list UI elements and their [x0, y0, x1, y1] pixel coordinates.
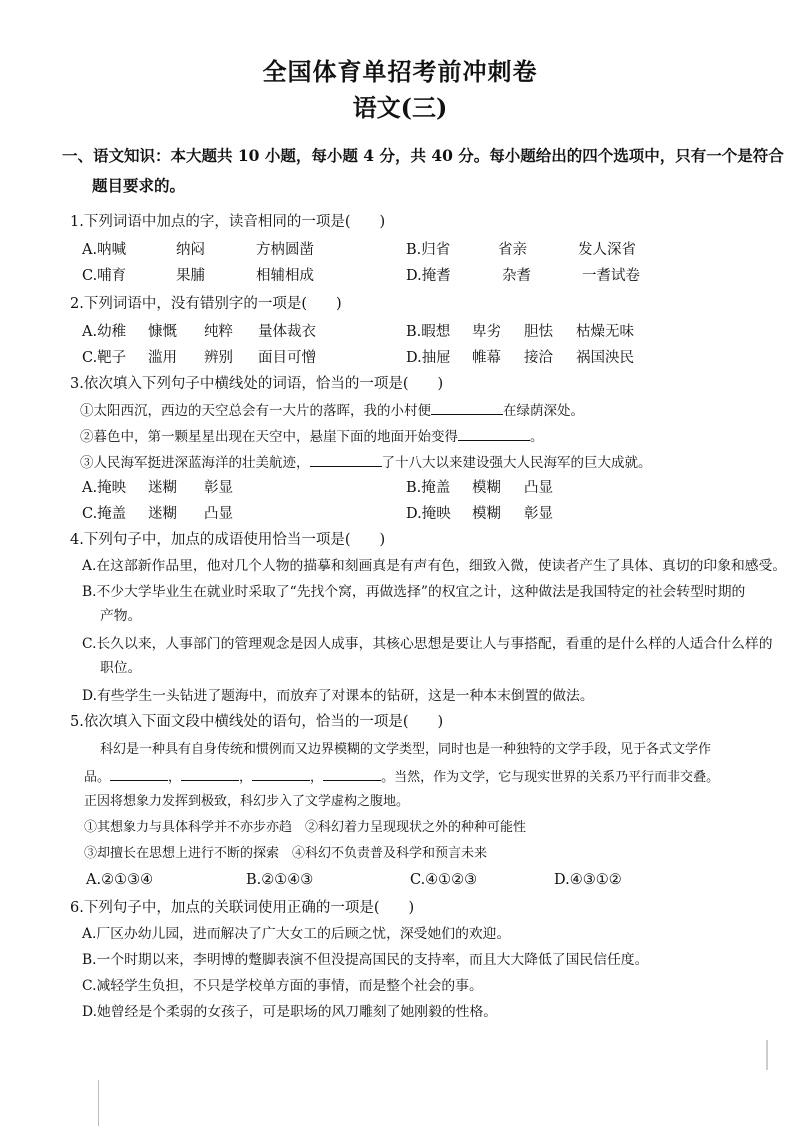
q4-option-a: A.在这部新作品里，他对几个人物的描摹和刻画真是有声有色，细致入微，使读者产生了具体、真切的印象和感受。 [82, 558, 787, 574]
q3-blank-3 [310, 452, 382, 467]
q6-option-d: D.她曾经是个柔弱的女孩子，可是职场的风刀雕刻了她刚毅的性格。 [82, 1004, 498, 1020]
q4-option-b: B.不少大学毕业生在就业时采取了“先找个窝，再做选择”的权宜之计，这种做法是我国特定的社会转型时期的 [82, 584, 746, 600]
q3-option-a-1: A.掩映 [82, 480, 127, 496]
q3-sentence-2 [80, 426, 544, 447]
q3-s1-part-b: 在绿荫深处。 [503, 403, 584, 419]
q5-passage-2a: 品。 [84, 770, 111, 785]
q3-option-c-2: 迷糊 [148, 506, 177, 522]
q3-s2-part-a: ②暮色中，第一颗星星出现在天空中，悬崖下面的地面开始变得 [80, 429, 458, 445]
q3-stem: 3.依次填入下列句子中横线处的词语，恰当的一项是( ) [70, 376, 444, 392]
q3-option-b-2: 模糊 [472, 480, 501, 496]
q3-s2-part-b: 。 [530, 429, 544, 445]
q2-option-b-4: 枯燥无味 [576, 324, 634, 340]
q2-option-a-2: 慷慨 [148, 324, 177, 340]
q3-option-c-1: C.掩盖 [82, 506, 127, 522]
q2-option-c-3: 辨别 [204, 350, 233, 366]
q1-option-b-1: B.归省 [406, 242, 451, 258]
q2-stem: 2.下列词语中，没有错别字的一项是( ) [70, 296, 342, 312]
q2-option-c-1: C.靶子 [82, 350, 127, 366]
q3-s3-part-a: ③人民海军挺进深蓝海洋的壮美航迹， [80, 455, 310, 471]
q2-option-d-2: 帷幕 [472, 350, 501, 366]
q5-options-2: ③却擅长在思想上进行不断的探索 ④科幻不负责普及科学和预言未来 [84, 846, 488, 861]
q1-option-d-1: D.掩耆 [406, 268, 451, 284]
q2-option-d-4: 祸国泱民 [576, 350, 634, 366]
q5-answer-d: D.④③①② [554, 872, 622, 888]
q5-passage-3: 正因将想象力发挥到极致，科幻步入了文学虚构之腹地。 [84, 794, 410, 809]
q5-answer-c: C.④①②③ [410, 872, 478, 888]
q4-stem: 4.下列句子中，加点的成语使用恰当一项是( ) [70, 532, 386, 548]
q1-option-c-2: 果脯 [176, 268, 205, 284]
q2-option-b-1: B.暇想 [406, 324, 451, 340]
q1-option-d-2: 杂耆 [502, 268, 531, 284]
page-subtitle: 语文(三) [352, 93, 448, 122]
q1-option-b-3: 发人深省 [578, 242, 636, 258]
q6-option-c: C.减轻学生负担，不只是学校单方面的事情，而是整个社会的事。 [82, 978, 483, 994]
q3-s1-part-a: ①太阳西沉，西边的天空总会有一大片的落晖，我的小村便 [80, 403, 431, 419]
q2-option-d-3: 接洽 [524, 350, 553, 366]
q1-option-c-3: 相辅相成 [256, 268, 314, 284]
q2-option-b-2: 卑劣 [472, 324, 501, 340]
page-title: 全国体育单招考前冲刺卷 [262, 57, 538, 86]
q2-option-c-4: 面目可憎 [258, 350, 316, 366]
q6-option-a: A.厂区办幼儿园，进而解决了广大女工的后顾之忧，深受她们的欢迎。 [82, 926, 511, 942]
q1-option-c-1: C.哺育 [82, 268, 127, 284]
q2-option-b-3: 胆怯 [524, 324, 553, 340]
section-heading: 一、语文知识：本大题共 10 小题，每小题 4 分，共 40 分。每小题给出的四个选项中，只有一个是符合 [62, 146, 784, 165]
q5-passage-1: 科幻是一种具有自身传统和惯例而又边界模糊的文学类型，同时也是一种独特的文学手段，见于各式文学作 [100, 742, 712, 757]
q5-stem: 5.依次填入下面文段中横线处的语句，恰当的一项是( ) [70, 714, 444, 730]
q5-passage-2b: 。当然，作为文学，它与现实世界的关系乃平行而非交叠。 [381, 770, 720, 785]
q5-blank-4 [323, 766, 381, 781]
q1-stem: 1.下列词语中加点的字，读音相同的一项是( ) [70, 214, 386, 230]
q6-stem: 6.下列句子中，加点的关联词使用正确的一项是( ) [70, 900, 415, 916]
q1-option-b-2: 省亲 [498, 242, 527, 258]
q3-option-a-2: 迷糊 [148, 480, 177, 496]
q1-option-a-2: 纳闷 [176, 242, 205, 258]
q3-blank-1 [431, 400, 503, 415]
q3-sentence-3 [80, 452, 652, 473]
q4-option-b-cont: 产物。 [100, 608, 142, 624]
q3-option-b-1: B.掩盖 [406, 480, 451, 496]
q2-option-d-1: D.抽屉 [406, 350, 451, 366]
q1-option-a-3: 方枘圆凿 [256, 242, 314, 258]
q2-option-a-3: 纯粹 [204, 324, 233, 340]
q5-blank-2 [181, 766, 239, 781]
q3-option-d-3: 彰显 [524, 506, 553, 522]
q5-answer-a: A.②①③④ [86, 872, 154, 888]
binding-margin-line [98, 1080, 99, 1126]
section-heading-cont: 题目要求的。 [92, 176, 186, 195]
q3-option-a-3: 彰显 [204, 480, 233, 496]
scan-edge-mark [766, 1040, 768, 1070]
q2-option-a-1: A.幼稚 [82, 324, 127, 340]
q4-option-d: D.有些学生一头钻进了题海中，而放弃了对课本的钻研，这是一种本末倒置的做法。 [82, 688, 594, 704]
q3-option-c-3: 凸显 [204, 506, 233, 522]
q6-option-b: B.一个时期以来，李明博的蹩脚表演不但没提高国民的支持率，而且大大降低了国民信任度。 [82, 952, 649, 968]
q3-option-b-3: 凸显 [524, 480, 553, 496]
q1-option-d-3: 一耆试卷 [582, 268, 640, 284]
q3-sentence-1 [80, 400, 584, 421]
q5-passage-2: 品。 ， ， ， 。当然，作为文学，它与现实世界的关系乃平行而非交叠。 [84, 766, 719, 788]
q5-answer-b: B.②①④③ [246, 872, 314, 888]
q3-s3-part-b: 了十八大以来建设强大人民海军的巨大成就。 [381, 455, 652, 471]
q3-option-d-1: D.掩映 [406, 506, 451, 522]
q3-option-d-2: 模糊 [472, 506, 501, 522]
q4-option-c-cont: 职位。 [100, 660, 142, 676]
q5-blank-3 [252, 766, 310, 781]
q2-option-c-2: 滥用 [148, 350, 177, 366]
q4-option-c: C.长久以来，人事部门的管理观念是因人成事，其核心思想是要让人与事搭配，看重的是什么样的人适合什么样的 [82, 636, 773, 652]
q5-blank-1 [110, 766, 168, 781]
q2-option-a-4: 量体裁衣 [258, 324, 316, 340]
q1-option-a-1: A.呐喊 [82, 242, 127, 258]
q3-blank-2 [458, 426, 530, 441]
q5-options-1: ①其想象力与具体科学并不亦步亦趋 ②科幻着力呈现现状之外的种种可能性 [84, 820, 527, 835]
